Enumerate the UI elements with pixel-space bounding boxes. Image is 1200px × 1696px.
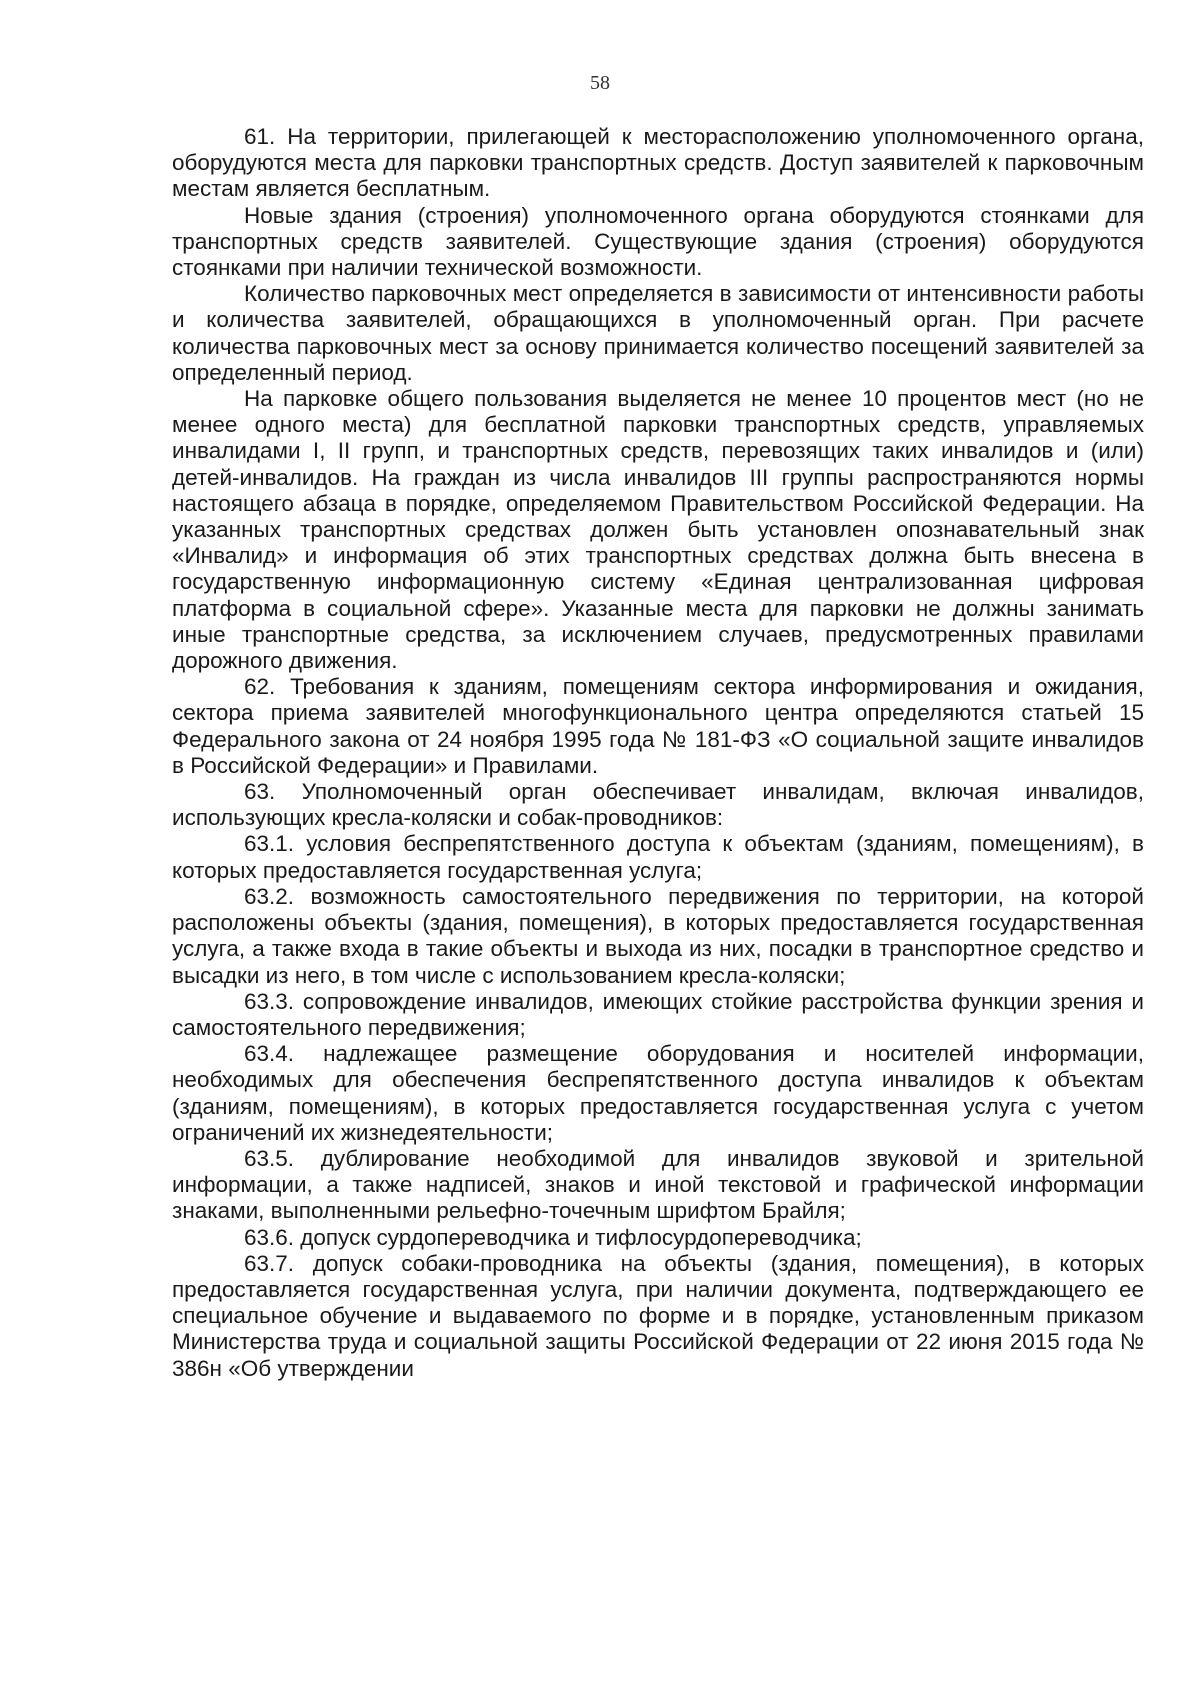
- paragraph-63-4: 63.4. надлежащее размещение оборудования и носителей информации, необходимых для обеспечения беспрепятственного доступа инвалидов к объектам (зданиям, помещениям), в которых предоставляется государственная услуга с учетом ограничений их жизнедеятельности;: [172, 1041, 1144, 1145]
- paragraph-61-disabled-parking: На парковке общего пользования выделяется не менее 10 процентов мест (но не менее одного места) для бесплатной парковки транспортных средств, управляемых инвалидами I, II групп, и транспортных средств, перевозящих таких инвалидов и (или) детей-инвалидов. На граждан из числа инвалидов III группы распространяются нормы настоящего абзаца в порядке, определяемом Правительством Российской Федерации. На указанных транспортных средствах должен быть установлен опознавательный знак «Инвалид» и информация об этих транспортных средствах должна быть внесена в государственную информационную систему «Единая централизованная цифровая платформа в социальной сфере». Указанные места для парковки не должны занимать иные транспортные средства, за исключением случаев, предусмотренных правилами дорожного движения.: [172, 386, 1144, 674]
- paragraph-63-3: 63.3. сопровождение инвалидов, имеющих стойкие расстройства функции зрения и самостоятельного передвижения;: [172, 988, 1144, 1040]
- paragraph-63-1: 63.1. условия беспрепятственного доступа к объектам (зданиям, помещениям), в которых предоставляется государственная услуга;: [172, 831, 1144, 883]
- paragraph-61-parking-count: Количество парковочных мест определяется в зависимости от интенсивности работы и количества заявителей, обращающихся в уполномоченный орган. При расчете количества парковочных мест за основу принимается количество посещений заявителей за определенный период.: [172, 281, 1144, 385]
- paragraph-63-5: 63.5. дублирование необходимой для инвалидов звуковой и зрительной информации, а также надписей, знаков и иной текстовой и графической информации знаками, выполненными рельефно-точечным шрифтом Брайля;: [172, 1145, 1144, 1224]
- paragraph-61-new-buildings: Новые здания (строения) уполномоченного органа оборудуются стоянками для транспортных средств заявителей. Существующие здания (строения) оборудуются стоянками при наличии технической возможности.: [172, 202, 1144, 281]
- paragraph-63-2: 63.2. возможность самостоятельного передвижения по территории, на которой расположены объекты (здания, помещения), в которых предоставляется государственная услуга, а также входа в такие объекты и выхода из них, посадки в транспортное средство и высадки из него, в том числе с использованием кресла-коляски;: [172, 883, 1144, 988]
- paragraph-62: 62. Требования к зданиям, помещениям сектора информирования и ожидания, сектора приема заявителей многофункционального центра определяются статьей 15 Федерального закона от 24 ноября 1995 года № 181-ФЗ «О социальной защите инвалидов в Российской Федерации» и Правилами.: [172, 674, 1144, 778]
- page-number: 58: [590, 72, 610, 94]
- paragraph-61: 61. На территории, прилегающей к месторасположению уполномоченного органа, оборудуются места для парковки транспортных средств. Доступ заявителей к парковочным местам является бесплатным.: [172, 124, 1144, 202]
- paragraph-63-6: 63.6. допуск сурдопереводчика и тифлосурдопереводчика;: [244, 1224, 862, 1250]
- document-body: [172, 124, 1144, 1382]
- paragraph-63: 63. Уполномоченный орган обеспечивает инвалидам, включая инвалидов, использующих кресла-коляски и собак-проводников:: [172, 779, 1144, 831]
- paragraph-63-7: 63.7. допуск собаки-проводника на объекты (здания, помещения), в которых предоставляется государственная услуга, при наличии документа, подтверждающего ее специальное обучение и выдаваемого по форме и в порядке, установленным приказом Министерства труда и социальной защиты Российской Федерации от 22 июня 2015 года № 386н «Об утверждении: [172, 1250, 1144, 1381]
